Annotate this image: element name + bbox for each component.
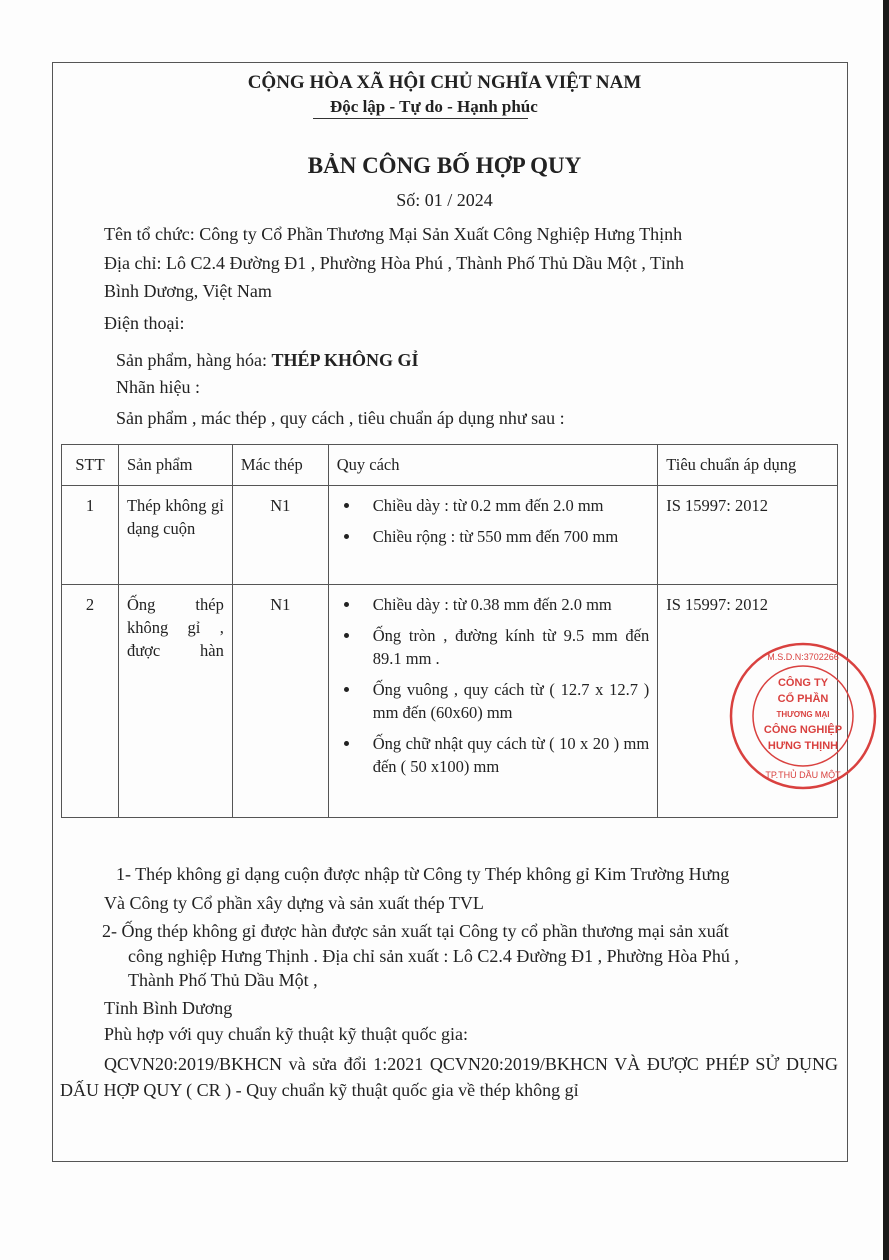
note-2-line-1: 2- Ống thép không gỉ được hàn được sản xuất tại Công ty cổ phần thương mại sản xuất bbox=[102, 921, 729, 941]
table-header-row bbox=[62, 445, 838, 486]
cell-grade: N1 bbox=[232, 486, 328, 585]
note-1-line-2: Và Công ty Cổ phần xây dựng và sản xuất thép TVL bbox=[104, 893, 484, 913]
product-table bbox=[61, 444, 838, 818]
table-intro: Sản phẩm , mác thép , quy cách , tiêu chuẩn áp dụng như sau : bbox=[116, 408, 565, 428]
product-line bbox=[116, 350, 419, 371]
spec-item: • Ống chữ nhật quy cách từ ( 10 x 20 ) mm đến ( 50 x100) mm bbox=[361, 732, 650, 778]
svg-text:CÔNG NGHIỆP: CÔNG NGHIỆP bbox=[763, 724, 843, 736]
address-line-2: Bình Dương, Việt Nam bbox=[104, 281, 272, 301]
province: Tỉnh Bình Dương bbox=[104, 998, 233, 1018]
note-1-line-1: 1- Thép không gỉ dạng cuộn được nhập từ Công ty Thép không gỉ Kim Trường Hưng bbox=[116, 864, 730, 884]
spec-item: • Ống tròn , đường kính từ 9.5 mm đến 89.1 mm . bbox=[361, 624, 650, 670]
motto bbox=[313, 97, 538, 119]
cell-spec bbox=[328, 585, 658, 818]
motto-text: Độc lập - Tự do - Hạnh phúc bbox=[330, 97, 538, 116]
regulation-text: QCVN20:2019/BKHCN và sửa đổi 1:2021 QCVN20:2019/BKHCN VÀ ĐƯỢC PHÉP SỬ DỤNG DẤU HỢP QUY ( CR ) - Quy chuẩn kỹ thuật quốc gia về thép không gỉ bbox=[60, 1054, 838, 1100]
cell-product: Ống thép không gỉ , được hàn bbox=[118, 585, 232, 818]
svg-text:M.S.D.N:3702266: M.S.D.N:3702266 bbox=[767, 652, 839, 662]
cell-stt: 2 bbox=[62, 585, 119, 818]
cell-grade: N1 bbox=[232, 585, 328, 818]
spec-item: • Chiều dày : từ 0.2 mm đến 2.0 mm bbox=[361, 494, 650, 517]
company-seal bbox=[728, 636, 878, 796]
cell-spec bbox=[328, 486, 658, 585]
svg-text:HƯNG THỊNH: HƯNG THỊNH bbox=[767, 740, 839, 752]
header-stt: STT bbox=[62, 445, 119, 486]
cell-product: Thép không gỉ dạng cuộn bbox=[118, 486, 232, 585]
address-line-1: Địa chỉ: Lô C2.4 Đường Đ1 , Phường Hòa Phú , Thành Phố Thủ Dầu Một , Tỉnh bbox=[104, 253, 685, 273]
svg-text:CỔ PHẦN: CỔ PHẦN bbox=[777, 693, 829, 705]
table-row bbox=[62, 486, 838, 585]
note-2-line-3: Thành Phố Thủ Dầu Một , bbox=[128, 970, 318, 990]
spec-item: • Chiều rộng : từ 550 mm đến 700 mm bbox=[361, 525, 650, 548]
svg-text:THƯƠNG MẠI: THƯƠNG MẠI bbox=[776, 710, 830, 719]
cell-standard: IS 15997: 2012 bbox=[658, 486, 838, 585]
svg-text:TP.THỦ DẦU MỘT: TP.THỦ DẦU MỘT bbox=[765, 770, 841, 780]
spec-item: • Chiều dày : từ 0.38 mm đến 2.0 mm bbox=[361, 593, 650, 616]
nation-heading: CỘNG HÒA XÃ HỘI CHỦ NGHĨA VIỆT NAM bbox=[247, 72, 642, 93]
header-product: Sản phẩm bbox=[118, 445, 232, 486]
document-number: Số: 01 / 2024 bbox=[396, 190, 493, 210]
document-title: BẢN CÔNG BỐ HỢP QUY bbox=[307, 153, 582, 178]
scan-edge bbox=[883, 0, 889, 1260]
svg-text:CÔNG TY: CÔNG TY bbox=[777, 677, 829, 689]
phone: Điện thoại: bbox=[104, 313, 185, 333]
header-grade: Mác thép bbox=[232, 445, 328, 486]
product-value: THÉP KHÔNG GỈ bbox=[271, 350, 419, 370]
cell-stt: 1 bbox=[62, 486, 119, 585]
table-row bbox=[62, 585, 838, 818]
header-spec: Quy cách bbox=[328, 445, 658, 486]
product-label: Sản phẩm, hàng hóa: bbox=[116, 350, 272, 370]
conformity-statement: Phù hợp với quy chuẩn kỹ thuật kỹ thuật quốc gia: bbox=[104, 1024, 468, 1044]
cell-standard: IS 15997: 2012 bbox=[658, 585, 838, 818]
spec-item: • Ống vuông , quy cách từ ( 12.7 x 12.7 ) mm đến (60x60) mm bbox=[361, 678, 650, 724]
organization-name: Tên tổ chức: Công ty Cổ Phần Thương Mại Sản Xuất Công Nghiệp Hưng Thịnh bbox=[104, 224, 683, 244]
header-standard: Tiêu chuẩn áp dụng bbox=[658, 445, 838, 486]
note-2-line-2: công nghiệp Hưng Thịnh . Địa chỉ sản xuất : Lô C2.4 Đường Đ1 , Phường Hòa Phú , bbox=[128, 946, 739, 966]
brand: Nhãn hiệu : bbox=[116, 377, 200, 397]
